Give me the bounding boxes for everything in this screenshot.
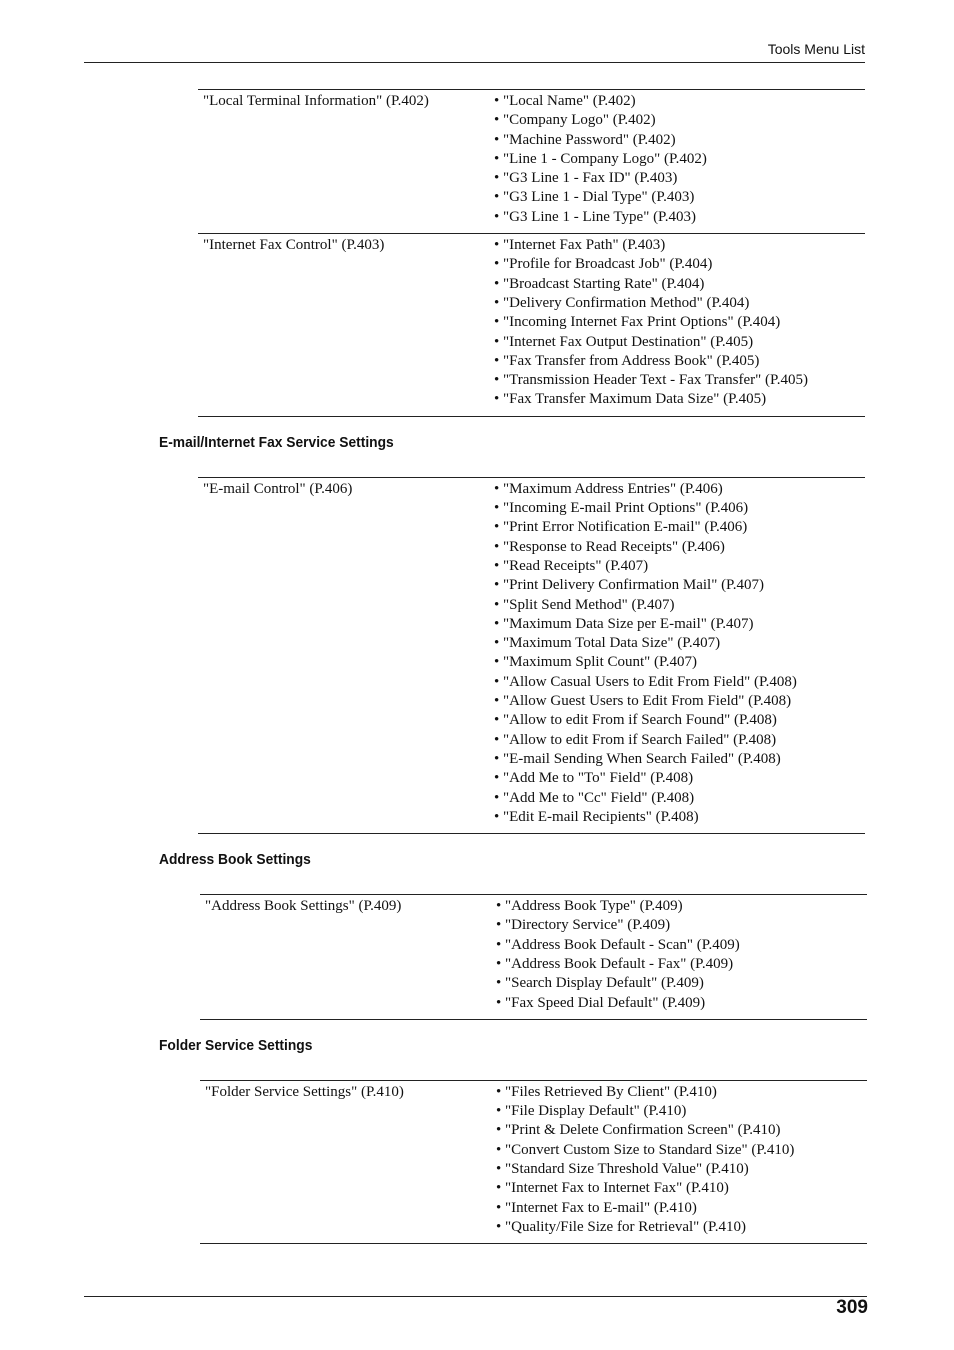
list-item: • "Response to Read Receipts" (P.406): [494, 538, 797, 557]
list-item: • "Files Retrieved By Client" (P.410): [496, 1083, 794, 1102]
list-item: • "Search Display Default" (P.409): [496, 974, 740, 993]
list-item: • "Machine Password" (P.402): [494, 131, 707, 150]
header-divider: [84, 62, 865, 63]
list-item: • "Broadcast Starting Rate" (P.404): [494, 275, 808, 294]
list-item: • "Line 1 - Company Logo" (P.402): [494, 150, 707, 169]
list-item: • "Print & Delete Confirmation Screen" (P.410): [496, 1121, 794, 1140]
menu-item-label: "Internet Fax Control" (P.403): [203, 237, 385, 254]
table-row: [198, 90, 865, 234]
section-heading: Folder Service Settings: [159, 1036, 313, 1054]
list-item: • "Profile for Broadcast Job" (P.404): [494, 255, 808, 274]
list-item: • "Maximum Total Data Size" (P.407): [494, 634, 797, 653]
menu-table: [198, 89, 865, 417]
list-item: • "Address Book Type" (P.409): [496, 897, 740, 916]
list-item: • "Fax Speed Dial Default" (P.409): [496, 994, 740, 1013]
list-item: • "Allow Casual Users to Edit From Field" (P.408): [494, 673, 797, 692]
sub-item-list: [496, 897, 740, 1013]
list-item: • "Address Book Default - Fax" (P.409): [496, 955, 740, 974]
page-content: [0, 89, 954, 1244]
list-item: • "Quality/File Size for Retrieval" (P.410): [496, 1218, 794, 1237]
section-heading: Address Book Settings: [159, 851, 311, 869]
list-item: • "Internet Fax Output Destination" (P.405): [494, 333, 808, 352]
list-item: • "G3 Line 1 - Dial Type" (P.403): [494, 188, 707, 207]
list-item: • "Split Send Method" (P.407): [494, 596, 797, 615]
list-item: • "Local Name" (P.402): [494, 92, 707, 111]
sub-item-list: [496, 1083, 794, 1237]
list-item: • "Maximum Split Count" (P.407): [494, 653, 797, 672]
list-item: • "Internet Fax to E-mail" (P.410): [496, 1199, 794, 1218]
menu-item-label: "Address Book Settings" (P.409): [205, 898, 402, 915]
list-item: • "Company Logo" (P.402): [494, 111, 707, 130]
list-item: • "Fax Transfer Maximum Data Size" (P.405): [494, 390, 808, 409]
list-item: • "Read Receipts" (P.407): [494, 557, 797, 576]
menu-item-label: "Folder Service Settings" (P.410): [205, 1083, 404, 1100]
list-item: • "Edit E-mail Recipients" (P.408): [494, 808, 797, 827]
list-item: • "Address Book Default - Scan" (P.409): [496, 936, 740, 955]
table-row: [198, 234, 865, 416]
section-heading: E-mail/Internet Fax Service Settings: [159, 433, 394, 451]
list-item: • "Allow to edit From if Search Failed" (P.408): [494, 731, 797, 750]
list-item: • "Incoming E-mail Print Options" (P.406): [494, 499, 797, 518]
list-item: • "File Display Default" (P.410): [496, 1102, 794, 1121]
menu-table: [200, 894, 867, 1020]
page-header-title: Tools Menu List: [767, 41, 865, 57]
table-row: [200, 1081, 867, 1243]
list-item: • "Maximum Data Size per E-mail" (P.407): [494, 615, 797, 634]
page-number: 309: [836, 1297, 868, 1318]
menu-item-label: "E-mail Control" (P.406): [203, 480, 353, 497]
list-item: • "Internet Fax to Internet Fax" (P.410): [496, 1179, 794, 1198]
list-item: • "Delivery Confirmation Method" (P.404): [494, 294, 808, 313]
sub-item-list: [494, 236, 808, 410]
list-item: • "G3 Line 1 - Line Type" (P.403): [494, 208, 707, 227]
list-item: • "Add Me to "To" Field" (P.408): [494, 769, 797, 788]
list-item: • "Incoming Internet Fax Print Options" (P.404): [494, 313, 808, 332]
list-item: • "Internet Fax Path" (P.403): [494, 236, 808, 255]
list-item: • "Transmission Header Text - Fax Transfer" (P.405): [494, 371, 808, 390]
list-item: • "Fax Transfer from Address Book" (P.405): [494, 352, 808, 371]
list-item: • "Allow Guest Users to Edit From Field" (P.408): [494, 692, 797, 711]
list-item: • "Standard Size Threshold Value" (P.410): [496, 1160, 794, 1179]
table-row: [200, 895, 867, 1019]
menu-table: [200, 1080, 867, 1244]
list-item: • "Add Me to "Cc" Field" (P.408): [494, 789, 797, 808]
list-item: • "Maximum Address Entries" (P.406): [494, 480, 797, 499]
list-item: • "E-mail Sending When Search Failed" (P.408): [494, 750, 797, 769]
menu-table: [198, 477, 865, 834]
table-row: [198, 478, 865, 833]
list-item: • "Print Error Notification E-mail" (P.406): [494, 518, 797, 537]
list-item: • "Print Delivery Confirmation Mail" (P.407): [494, 576, 797, 595]
list-item: • "Directory Service" (P.409): [496, 916, 740, 935]
sub-item-list: [494, 480, 797, 827]
sub-item-list: [494, 92, 707, 227]
list-item: • "G3 Line 1 - Fax ID" (P.403): [494, 169, 707, 188]
footer-divider: [84, 1296, 867, 1297]
menu-item-label: "Local Terminal Information" (P.402): [203, 93, 429, 109]
list-item: • "Allow to edit From if Search Found" (P.408): [494, 711, 797, 730]
list-item: • "Convert Custom Size to Standard Size" (P.410): [496, 1141, 794, 1160]
